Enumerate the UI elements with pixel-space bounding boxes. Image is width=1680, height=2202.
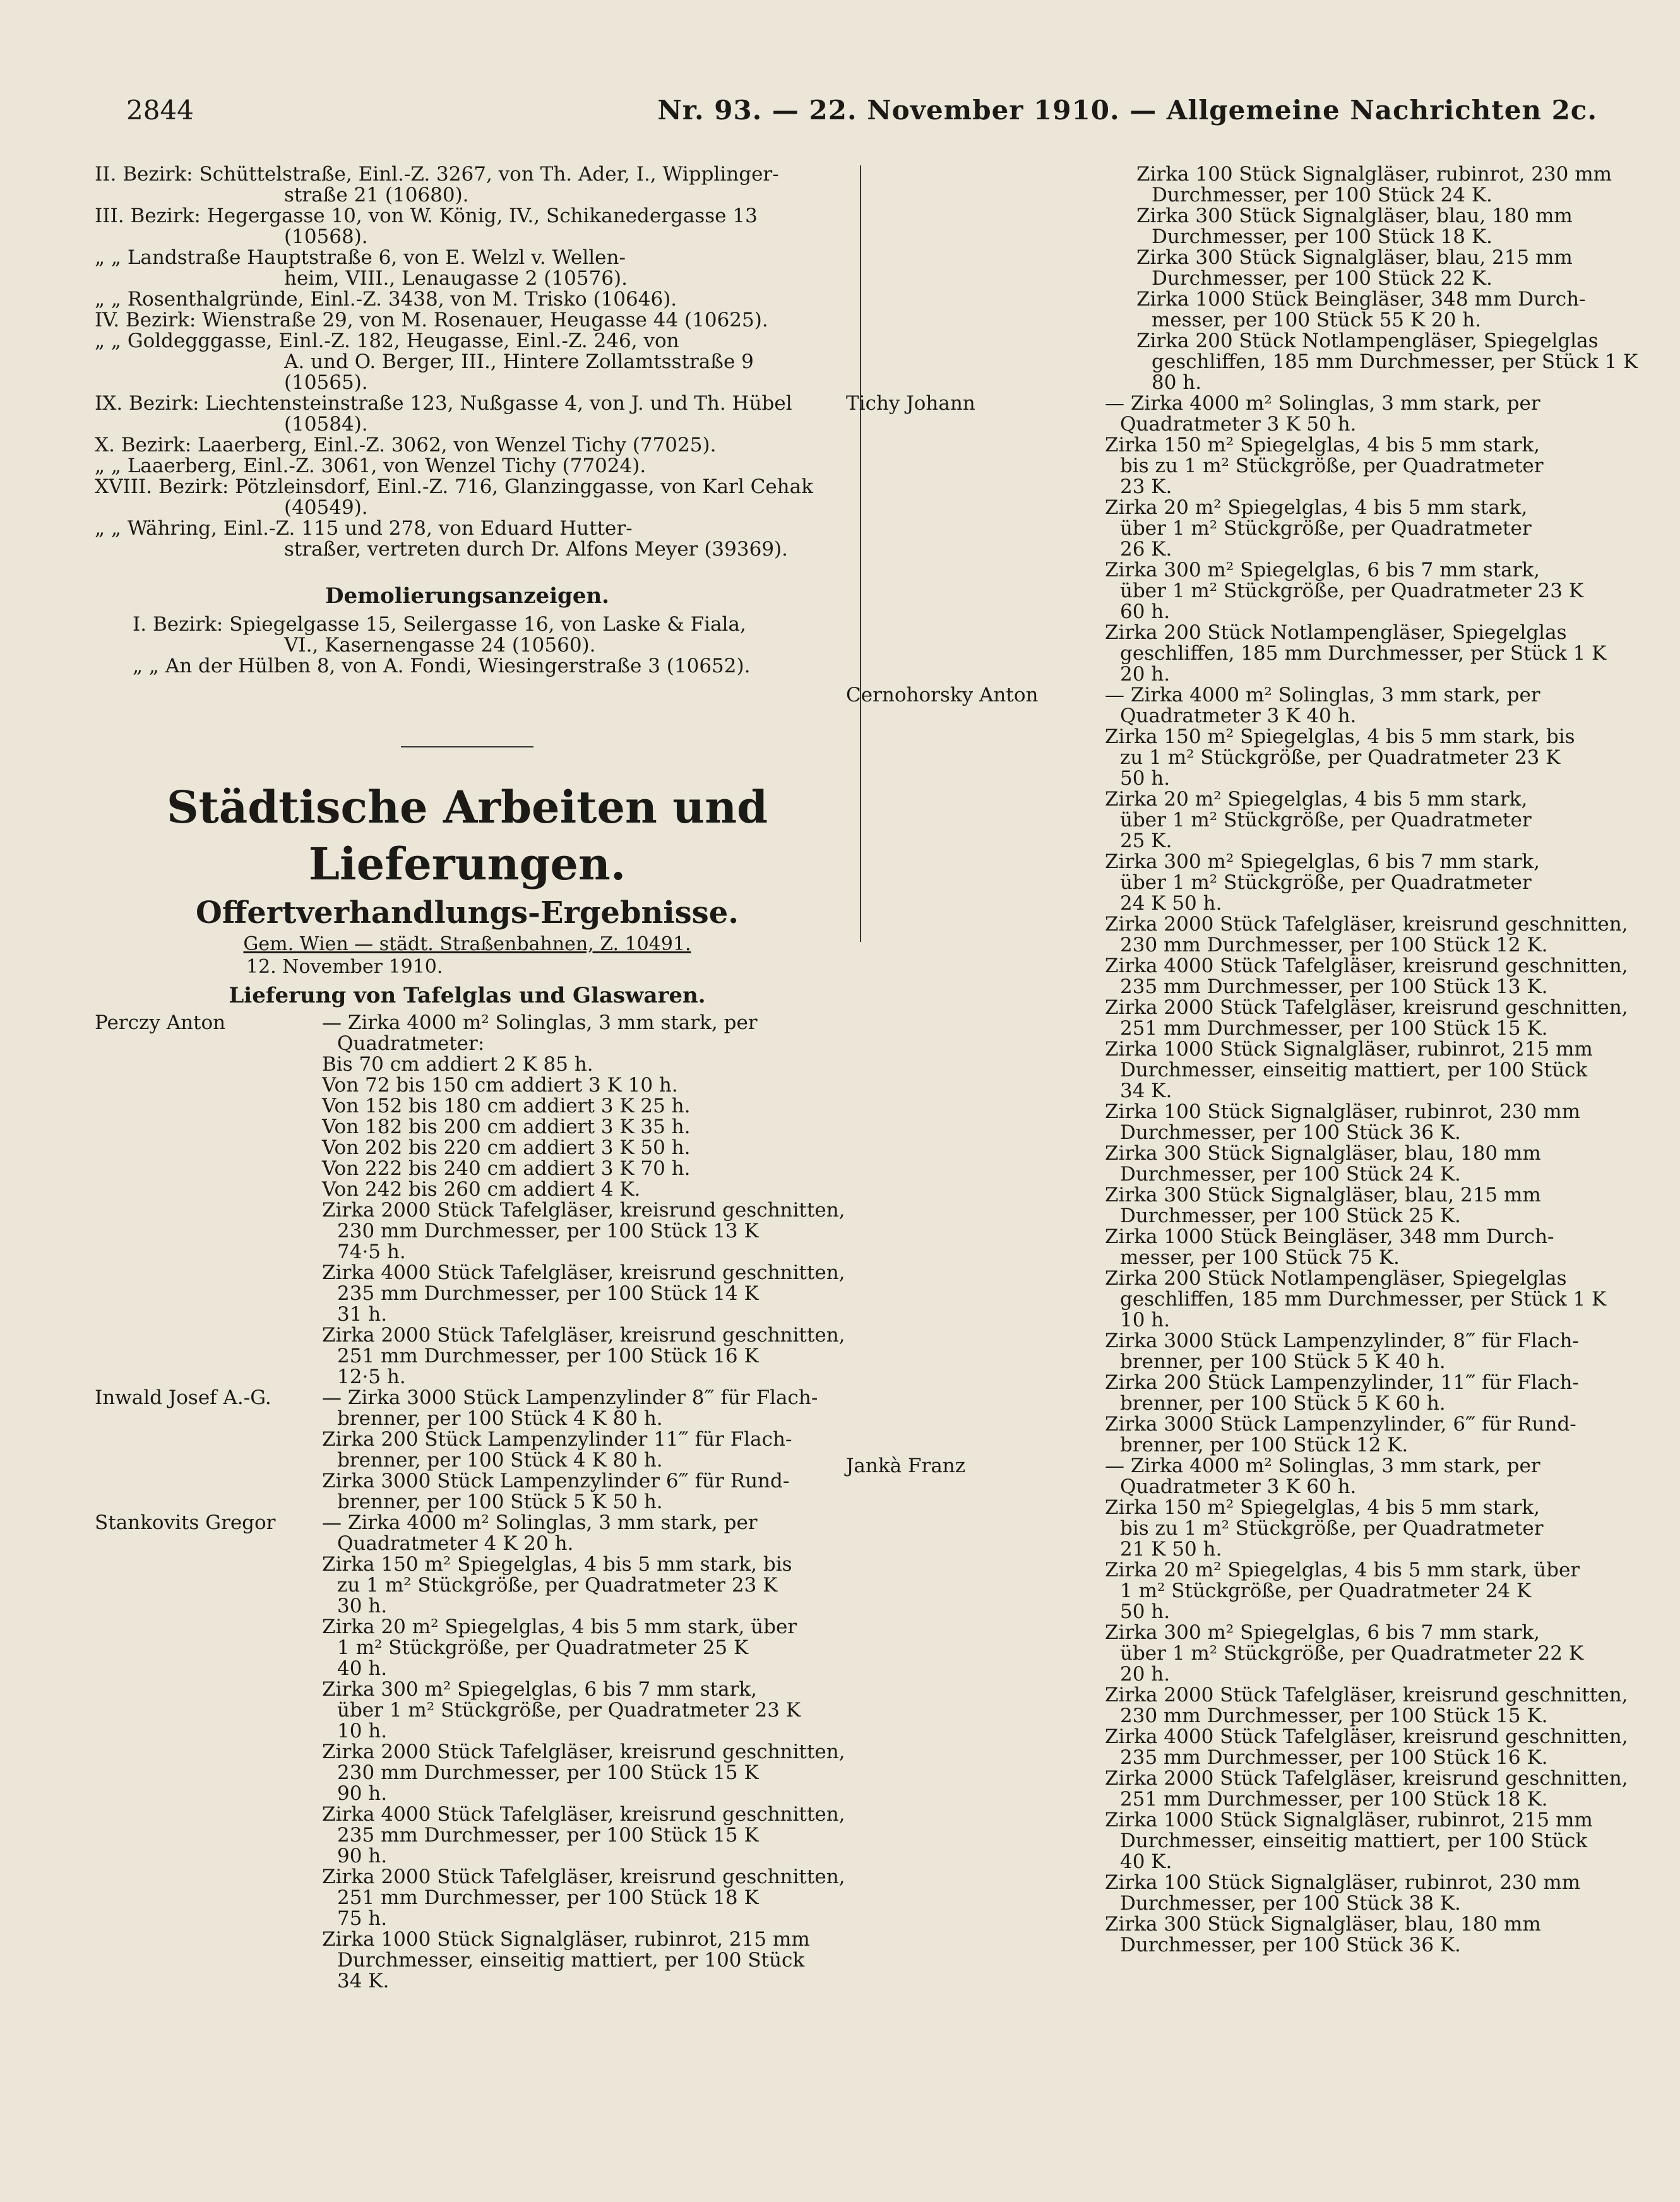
demolition-line: „ „ An der Hülben 8, von A. Fondi, Wiesingerstraße 3 (10652). [133,655,751,677]
offer-line: Zirka 2000 Stück Tafelgläser, kreisrund geschnitten, [322,1199,845,1222]
permit-line: straße 21 (10680). [284,184,469,206]
right-entries [846,392,1628,1956]
offer-line: Von 152 bis 180 cm addiert 3 K 25 h. [322,1095,691,1117]
offer-line: Zirka 1000 Stück Beingläser, 348 mm Durch- [1136,288,1586,311]
permit-line: „ „ Währing, Einl.-Z. 115 und 278, von Eduard Hutter- [95,517,633,540]
offer-line: geschliffen, 185 mm Durchmesser, per Stück 1 K [1152,350,1638,373]
offer-line: bis zu 1 m² Stückgröße, per Quadratmeter [1120,455,1544,477]
offer-line: brenner, per 100 Stück 4 K 80 h. [337,1407,663,1430]
offer-items [1105,393,1613,685]
offer-line: Durchmesser, per 100 Stück 36 K. [1120,1934,1461,1956]
left-entries [95,1011,845,1992]
main-heading: Städtische Arbeiten und Lieferungen. [166,781,768,890]
offer-line: 40 h. [337,1657,388,1680]
offer-line: 10 h. [1120,1309,1171,1331]
offer-line: Zirka 300 Stück Signalgläser, blau, 215 mm [1105,1184,1541,1206]
page-number: 2844 [126,95,194,126]
offer-line: Von 222 bis 240 cm addiert 3 K 70 h. [322,1157,691,1180]
header-title: Nr. 93. — 22. November 1910. — Allgemeine Nachrichten 2c. [657,95,1597,126]
offer-line: 251 mm Durchmesser, per 100 Stück 18 K [337,1886,759,1909]
permit-line: (10568). [284,225,368,248]
page-header [120,95,1610,139]
offer-line: Durchmesser, per 100 Stück 22 K. [1152,267,1492,290]
offer-line: Durchmesser, per 100 Stück 38 K. [1120,1892,1461,1915]
offer-line: über 1 m² Stückgröße, per Quadratmeter [1120,871,1532,894]
offer-line: Durchmesser, per 100 Stück 24 K. [1120,1163,1461,1186]
offer-line: Zirka 2000 Stück Tafelgläser, kreisrund geschnitten, [1105,1684,1628,1706]
offer-line: zu 1 m² Stückgröße, per Quadratmeter 23 K [1120,746,1561,769]
offer-line: Zirka 4000 Stück Tafelgläser, kreisrund geschnitten, [1105,955,1628,977]
offer-line: 30 h. [337,1595,388,1617]
offer-line: Von 202 bis 220 cm addiert 3 K 50 h. [322,1136,691,1159]
building-permits-list [95,164,840,560]
offer-line: Zirka 20 m² Spiegelglas, 4 bis 5 mm stark, [1105,788,1528,811]
offer-line: 235 mm Durchmesser, per 100 Stück 14 K [337,1282,759,1305]
offer-line: Zirka 300 Stück Signalgläser, blau, 180 mm [1105,1142,1541,1165]
offer-line: Zirka 2000 Stück Tafelgläser, kreisrund geschnitten, [322,1866,845,1888]
offer-line: 251 mm Durchmesser, per 100 Stück 16 K [337,1345,759,1367]
offer-line: Zirka 20 m² Spiegelglas, 4 bis 5 mm stark, über [322,1616,797,1638]
offer-line: Bis 70 cm addiert 2 K 85 h. [322,1053,593,1076]
offer-line: zu 1 m² Stückgröße, per Quadratmeter 23 K [337,1574,778,1597]
offer-line: brenner, per 100 Stück 5 K 40 h. [1120,1350,1446,1373]
offer-line: 235 mm Durchmesser, per 100 Stück 15 K [337,1824,759,1847]
offer-line: Zirka 200 Stück Notlampengläser, Spiegelglas [1105,1267,1567,1290]
offer-line: — Zirka 4000 m² Solinglas, 3 mm stark, per [322,1011,758,1034]
offer-line: 230 mm Durchmesser, per 100 Stück 12 K. [1120,934,1548,956]
offer-line: Von 182 bis 200 cm addiert 3 K 35 h. [322,1116,691,1138]
offer-line: brenner, per 100 Stück 4 K 80 h. [337,1449,663,1472]
offer-line: 251 mm Durchmesser, per 100 Stück 18 K. [1120,1788,1548,1811]
offer-line: Quadratmeter: [337,1032,485,1055]
offer-line: Durchmesser, einseitig mattiert, per 100 Stück [1120,1830,1588,1852]
offer-line: — Zirka 4000 m² Solinglas, 3 mm stark, per [1105,684,1540,706]
offer-line: Zirka 200 Stück Notlampengläser, Spiegelglas [1136,330,1599,352]
offer-line: 23 K. [1120,475,1172,498]
bidder-entry [846,393,1613,685]
offer-line: Zirka 300 Stück Signalgläser, blau, 180 mm [1105,1913,1541,1936]
offer-line: Zirka 1000 Stück Beingläser, 348 mm Durch- [1105,1225,1554,1248]
offer-line: Zirka 3000 Stück Lampenzylinder, 6‴ für Rund- [1105,1413,1576,1436]
offer-line: 90 h. [337,1782,388,1805]
offer-line: geschliffen, 185 mm Durchmesser, per Stück 1 K [1120,1288,1607,1311]
offer-line: 10 h. [337,1720,388,1742]
offer-line: Durchmesser, per 100 Stück 25 K. [1120,1205,1461,1227]
offer-items [322,1388,840,1513]
delivery-heading: Lieferung von Tafelglas und Glaswaren. [229,983,706,1008]
permit-line: IV. Bezirk: Wienstraße 29, von M. Rosenauer, Heugasse 44 (10625). [95,309,768,331]
bidder-name: Stankovits Gregor [95,1511,276,1534]
offer-line: messer, per 100 Stück 75 K. [1120,1246,1400,1269]
offer-line: Durchmesser, einseitig mattiert, per 100 Stück [337,1949,805,1972]
offer-line: Zirka 300 Stück Signalgläser, blau, 180 mm [1136,205,1573,227]
left-column [95,163,845,1992]
permit-line: (10584). [284,413,368,436]
offer-line: Quadratmeter 3 K 40 h. [1120,705,1357,727]
sub-heading: Offertverhandlungs-Ergebnisse. [196,895,739,931]
offer-line: Zirka 3000 Stück Lampenzylinder 6‴ für Rund- [322,1470,790,1492]
demolition-heading: Demolierungsanzeigen. [325,583,610,609]
permit-line: „ „ Landstraße Hauptstraße 6, von E. Welzl v. Wellen- [95,246,626,269]
offer-line: 25 K. [1120,830,1172,852]
offer-line: Zirka 3000 Stück Lampenzylinder, 8‴ für Flach- [1105,1330,1579,1352]
offer-line: Zirka 150 m² Spiegelglas, 4 bis 5 mm stark, [1105,434,1540,456]
offer-line: 90 h. [337,1845,388,1867]
offer-line: 230 mm Durchmesser, per 100 Stück 15 K [337,1761,759,1784]
bidder-entry [95,1388,840,1513]
offer-line: Zirka 4000 Stück Tafelgläser, kreisrund geschnitten, [1105,1725,1628,1748]
permit-line: A. und O. Berger, III., Hintere Zollamtsstraße 9 [284,350,754,373]
bidder-name: Perczy Anton [95,1011,226,1034]
offer-line: 60 h. [1120,600,1171,623]
offer-line: — Zirka 4000 m² Solinglas, 3 mm stark, per [322,1511,758,1534]
reference-line: Gem. Wien — städt. Straßenbahnen, Z. 10491. [243,933,691,955]
permit-line: XVIII. Bezirk: Pötzleinsdorf, Einl.-Z. 716, Glanzinggasse, von Karl Cehak [95,475,813,498]
offer-line: Zirka 200 Stück Lampenzylinder 11‴ für Flach- [322,1428,792,1451]
permit-line: „ „ Goldegggasse, Einl.-Z. 182, Heugasse, Einl.-Z. 246, von [95,330,679,352]
offer-line: 20 h. [1120,1663,1171,1686]
offer-line: Zirka 20 m² Spiegelglas, 4 bis 5 mm stark, über [1105,1559,1580,1581]
offer-line: Zirka 4000 Stück Tafelgläser, kreisrund geschnitten, [322,1803,845,1826]
offer-line: Zirka 150 m² Spiegelglas, 4 bis 5 mm stark, bis [322,1553,792,1576]
offer-line: 74·5 h. [337,1241,406,1263]
permit-line: III. Bezirk: Hegergasse 10, von W. König, IV., Schikanedergasse 13 [95,205,758,227]
offer-line: 50 h. [1120,767,1171,790]
demolition-list [95,614,840,677]
offer-line: Zirka 200 Stück Lampenzylinder, 11‴ für Flach- [1105,1371,1579,1394]
permit-line: „ „ Laaerberg, Einl.-Z. 3061, von Wenzel Tichy (77024). [95,455,646,477]
offer-line: — Zirka 4000 m² Solinglas, 3 mm stark, per [1105,1455,1540,1477]
offer-line: geschliffen, 185 mm Durchmesser, per Stück 1 K [1120,642,1607,665]
right-column [846,163,1638,1956]
offer-line: messer, per 100 Stück 55 K 20 h. [1152,309,1482,331]
offer-line: Zirka 300 m² Spiegelglas, 6 bis 7 mm stark, [1105,1621,1540,1644]
offer-line: 251 mm Durchmesser, per 100 Stück 15 K. [1120,1017,1548,1040]
bidder-name: Inwald Josef A.-G. [95,1386,271,1409]
offer-line: 12·5 h. [337,1366,406,1388]
permit-line: (10565). [284,371,368,394]
offer-line: Zirka 4000 Stück Tafelgläser, kreisrund geschnitten, [322,1261,845,1284]
offer-line: Quadratmeter 3 K 60 h. [1120,1475,1357,1498]
permit-line: heim, VIII., Lenaugasse 2 (10576). [284,267,628,290]
offer-line: — Zirka 4000 m² Solinglas, 3 mm stark, per [1105,392,1540,415]
offer-line: brenner, per 100 Stück 12 K. [1120,1434,1409,1456]
offer-line: 24 K 50 h. [1120,892,1222,915]
offer-line: Zirka 100 Stück Signalgläser, rubinrot, 230 mm [1136,163,1612,186]
offer-line: Zirka 1000 Stück Signalgläser, rubinrot, 215 mm [322,1928,810,1951]
offer-line: 34 K. [337,1970,390,1992]
permit-line: (40549). [284,496,368,519]
offer-line: 20 h. [1120,663,1171,686]
offer-line: Zirka 150 m² Spiegelglas, 4 bis 5 mm stark, bis [1105,725,1575,748]
offer-line: 1 m² Stückgröße, per Quadratmeter 25 K [337,1636,749,1659]
bidder-entry [846,1455,1628,1956]
permit-line: straßer, vertreten durch Dr. Alfons Meyer (39369). [284,538,788,561]
offer-items [322,1511,845,1992]
bidder-name: Jankà Franz [846,1455,966,1477]
offer-line: Zirka 2000 Stück Tafelgläser, kreisrund geschnitten, [322,1324,845,1347]
offer-line: Zirka 200 Stück Notlampengläser, Spiegelglas [1105,621,1567,644]
offer-line: 230 mm Durchmesser, per 100 Stück 15 K. [1120,1705,1548,1727]
permit-line: „ „ Rosenthalgründe, Einl.-Z. 3438, von M. Trisko (10646). [95,288,677,311]
offer-line: Zirka 300 Stück Signalgläser, blau, 215 mm [1136,246,1573,269]
offer-items [1105,684,1628,1456]
section-separator [401,746,533,747]
offer-line: Quadratmeter 3 K 50 h. [1120,413,1357,436]
offer-line: — Zirka 3000 Stück Lampenzylinder 8‴ für Flach- [322,1386,818,1409]
offer-line: Zirka 1000 Stück Signalgläser, rubinrot, 215 mm [1105,1038,1593,1061]
offer-items [1105,1455,1628,1956]
offer-line: Zirka 150 m² Spiegelglas, 4 bis 5 mm stark, [1105,1496,1540,1519]
offer-line: Zirka 2000 Stück Tafelgläser, kreisrund geschnitten, [322,1741,845,1763]
offer-line: Von 242 bis 260 cm addiert 4 K. [322,1178,641,1201]
offer-line: Von 72 bis 150 cm addiert 3 K 10 h. [322,1074,678,1097]
offer-line: über 1 m² Stückgröße, per Quadratmeter 23 K [1120,580,1583,602]
bidder-name: Tichy Johann [846,392,975,415]
offer-line: Durchmesser, per 100 Stück 18 K. [1152,225,1492,248]
offer-line: 1 m² Stückgröße, per Quadratmeter 24 K [1120,1580,1532,1602]
offer-line: 50 h. [1120,1600,1171,1623]
offer-line: über 1 m² Stückgröße, per Quadratmeter 23 K [337,1699,801,1722]
permit-line: X. Bezirk: Laaerberg, Einl.-Z. 3062, von Wenzel Tichy (77025). [95,434,717,456]
offer-line: Zirka 2000 Stück Tafelgläser, kreisrund geschnitten, [1105,913,1628,936]
offer-line: Durchmesser, per 100 Stück 36 K. [1120,1121,1461,1144]
offer-line: Durchmesser, einseitig mattiert, per 100 Stück [1120,1059,1588,1081]
offer-line: bis zu 1 m² Stückgröße, per Quadratmeter [1120,1517,1544,1540]
offer-line: 40 K. [1120,1850,1172,1873]
bidder-entry [95,1511,845,1992]
offer-line: 21 K 50 h. [1120,1538,1222,1561]
offer-line: 26 K. [1120,538,1172,561]
permit-line: IX. Bezirk: Liechtensteinstraße 123, Nußgasse 4, von J. und Th. Hübel [95,392,792,415]
offer-line: Zirka 300 m² Spiegelglas, 6 bis 7 mm stark, [1105,850,1540,873]
bidder-name: Cernohorsky Anton [846,684,1039,706]
demolition-line: VI., Kasernengasse 24 (10560). [284,634,596,657]
offer-items [322,1011,845,1388]
offer-line: Zirka 20 m² Spiegelglas, 4 bis 5 mm stark, [1105,496,1528,519]
offer-line: 75 h. [337,1907,388,1930]
offer-line: brenner, per 100 Stück 5 K 50 h. [337,1491,663,1513]
offer-line: Zirka 300 m² Spiegelglas, 6 bis 7 mm stark, [322,1678,758,1701]
offer-line: 235 mm Durchmesser, per 100 Stück 13 K. [1120,975,1548,998]
offer-line: Zirka 1000 Stück Signalgläser, rubinrot, 215 mm [1105,1809,1593,1831]
date-line: 12. November 1910. [246,956,443,978]
offer-line: brenner, per 100 Stück 5 K 60 h. [1120,1392,1446,1415]
bidder-entry [95,1011,845,1388]
offer-line: 235 mm Durchmesser, per 100 Stück 16 K. [1120,1746,1548,1769]
offer-line: über 1 m² Stückgröße, per Quadratmeter 22 K [1120,1642,1583,1665]
offer-line: Quadratmeter 4 K 20 h. [337,1532,574,1555]
offer-line: Zirka 300 m² Spiegelglas, 6 bis 7 mm stark, [1105,559,1540,581]
permit-line: II. Bezirk: Schüttelstraße, Einl.-Z. 3267, von Th. Ader, I., Wipplinger- [95,163,779,186]
offer-line: Zirka 100 Stück Signalgläser, rubinrot, 230 mm [1105,1871,1581,1894]
offer-line: Durchmesser, per 100 Stück 24 K. [1152,184,1492,206]
offer-line: über 1 m² Stückgröße, per Quadratmeter [1120,517,1532,540]
offer-line: 80 h. [1152,371,1202,394]
offer-line: Zirka 2000 Stück Tafelgläser, kreisrund geschnitten, [1105,996,1628,1019]
demolition-line: I. Bezirk: Spiegelgasse 15, Seilergasse 16, von Laske & Fiala, [133,613,746,636]
offer-line: 34 K. [1120,1080,1172,1102]
offer-line: Zirka 100 Stück Signalgläser, rubinrot, 230 mm [1105,1100,1581,1123]
offer-line: über 1 m² Stückgröße, per Quadratmeter [1120,809,1532,831]
offer-line: Zirka 2000 Stück Tafelgläser, kreisrund geschnitten, [1105,1767,1628,1790]
offer-line: 31 h. [337,1303,388,1326]
offer-line: 230 mm Durchmesser, per 100 Stück 13 K [337,1220,759,1242]
continued-offer-lines [846,163,1638,394]
bidder-entry [846,684,1628,1456]
